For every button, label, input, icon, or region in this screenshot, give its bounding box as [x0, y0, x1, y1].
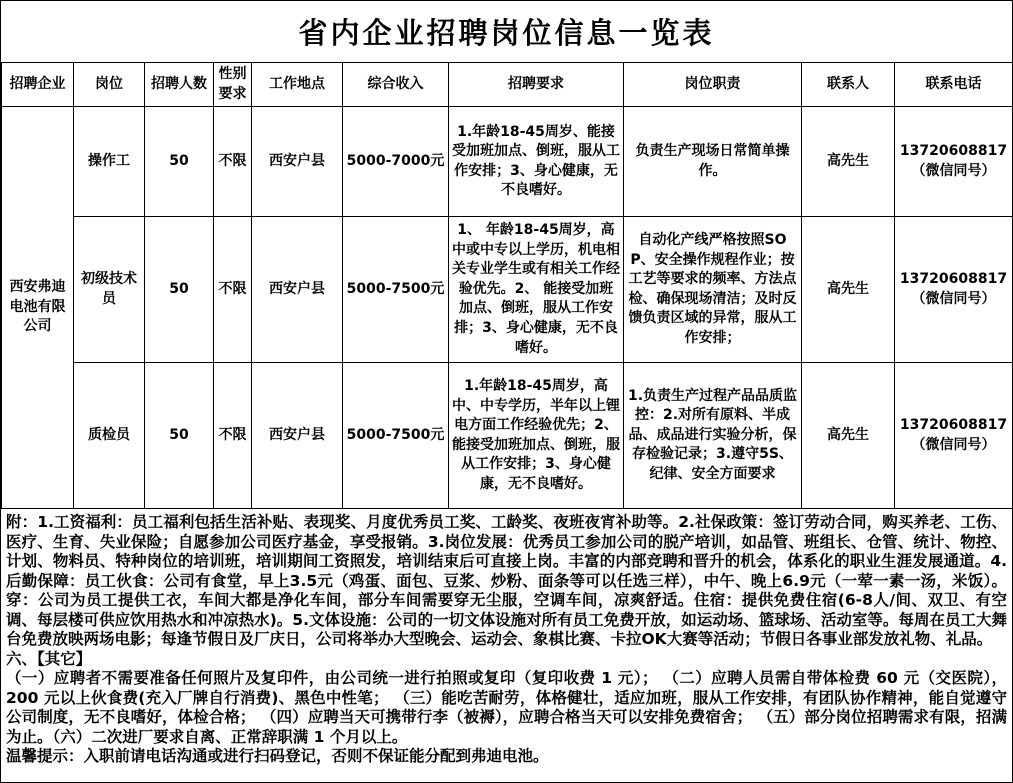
- other-items-note: （一）应聘者不需要准备任何照片及复印件，由公司统一进行拍照或复印（复印收费 1 元）； （二）应聘人员需自带体检费 60 元（交医院），200 元以上伙食费(充入厂牌自行消费)、黑色中性笔； （三）能吃苦耐劳，体格健壮，适应加班，服从工作安排，有团队协作精神，能自觉遵守公司制度，无不良嗜好，体检合格； （四）应聘当天可携带行李（被褥），应聘合格当天可以安排免费宿舍； （五）部分岗位招聘需求有限，招满为止。（六）二次进厂要求自离、正常辞职满 1 个月以上。: [6, 669, 1007, 746]
- table-header-row: [2, 63, 1013, 107]
- recruitment-table: [1, 62, 1013, 509]
- contact-cell: 高先生: [802, 217, 895, 363]
- table-row: [2, 107, 1013, 217]
- headcount-cell: 50: [145, 217, 214, 363]
- column-header-gender: 性别要求: [214, 63, 252, 107]
- column-header-contact: 联系人: [802, 63, 895, 107]
- column-header-headcount: 招聘人数: [145, 63, 214, 107]
- position-cell: 质检员: [74, 363, 145, 509]
- phone-cell: [895, 363, 1013, 509]
- requirements-cell: 1.年龄18-45周岁，高中、中专学历，半年以上锂电方面工作经验优先；2、能接受加班加点、倒班，服从工作安排；3、身心健康，无不良嗜好。: [449, 363, 624, 509]
- column-header-company: 招聘企业: [2, 63, 74, 107]
- reminder-note: 温馨提示：入职前请电话沟通或进行扫码登记，否则不保证能分配到弗迪电池。: [6, 747, 549, 766]
- contact-cell: 高先生: [802, 363, 895, 509]
- location-cell: 西安户县: [252, 107, 343, 217]
- page-title: 省内企业招聘岗位信息一览表: [298, 16, 715, 50]
- phone-cell: [895, 107, 1013, 217]
- location-cell: 西安户县: [252, 217, 343, 363]
- column-header-location: 工作地点: [252, 63, 343, 107]
- column-header-requirements: 招聘要求: [449, 63, 624, 107]
- phone-number: 13720608817: [899, 417, 1008, 434]
- other-section-heading: 六、【其它】: [6, 649, 92, 668]
- duties-cell: 负责生产现场日常简单操作。: [624, 107, 802, 217]
- footnotes-section: [1, 509, 1012, 767]
- column-header-income: 综合收入: [343, 63, 449, 107]
- table-row: [2, 217, 1013, 363]
- contact-cell: 高先生: [802, 107, 895, 217]
- benefits-note: 附：1.工资福利：员工福利包括生活补贴、表现奖、月度优秀员工奖、工龄奖、夜班夜宵补助等。2.社保政策：签订劳动合同，购买养老、工伤、医疗、生育、失业保险；自愿参加公司医疗基金，享受报销。3.岗位发展：优秀员工参加公司的脱产培训，如品管、班组长、仓管、统计、物控、计划、物料员、特种岗位的培训班，培训期间工资照发，培训结束后可直接上岗。丰富的内部竞聘和晋升的机会，体系化的职业生涯发展通道。4.后勤保障：员工伙食：公司有食堂，早上3.5元（鸡蛋、面包、豆浆、炒粉、面条等可以任选三样），中午、晚上6.9元（一荤一素一汤，米饭）。穿：公司为员工提供工衣，车间大都是净化车间，部分车间需要穿无尘服，空调车间，凉爽舒适。住宿：提供免费住宿(6-8人/间、双卫、有空调、每层楼可供应饮用热水和冲凉热水)。5.文体设施：公司的一切文体设施对所有员工免费开放，如运动场、篮球场、活动室等。每周在员工大舞台免费放映两场电影；每逢节假日及厂庆日，公司将举办大型晚会、运动会、象棋比赛、卡拉OK大赛等活动；节假日各事业部发放礼物、礼品。: [6, 513, 1007, 649]
- phone-note: （微信同号）: [911, 162, 996, 179]
- duties-cell: 自动化产线严格按照SOP、安全操作规程作业；按工艺等要求的频率、方法点检、确保现场清洁；及时反馈负责区域的异常，服从工作安排；: [624, 217, 802, 363]
- headcount-cell: 50: [145, 107, 214, 217]
- phone-note: （微信同号）: [911, 436, 996, 453]
- location-cell: 西安户县: [252, 363, 343, 509]
- gender-cell: 不限: [214, 217, 252, 363]
- table-row: [2, 363, 1013, 509]
- phone-number: 13720608817: [899, 271, 1008, 288]
- column-header-phone: 联系电话: [895, 63, 1013, 107]
- requirements-cell: 1、 年龄18-45周岁，高中或中专以上学历，机电相关专业学生或有相关工作经验优先。2、 能接受加班加点、倒班，服从工作安排；3、身心健康，无不良嗜好。: [449, 217, 624, 363]
- column-header-duties: 岗位职责: [624, 63, 802, 107]
- gender-cell: 不限: [214, 107, 252, 217]
- phone-note: （微信同号）: [911, 290, 996, 307]
- phone-number: 13720608817: [899, 143, 1008, 160]
- income-cell: 5000-7500元: [343, 217, 449, 363]
- headcount-cell: 50: [145, 363, 214, 509]
- duties-cell: 1.负责生产过程产品品质监控：2.对所有原料、半成品、成品进行实验分析，保存检验记录；3.遵守5S、纪律、安全方面要求: [624, 363, 802, 509]
- income-cell: 5000-7000元: [343, 107, 449, 217]
- requirements-cell: 1.年龄18-45周岁、能接受加班加点、倒班，服从工作安排；3、身心健康，无不良嗜好。: [449, 107, 624, 217]
- income-cell: 5000-7500元: [343, 363, 449, 509]
- position-cell: 操作工: [74, 107, 145, 217]
- position-cell: 初级技术员: [74, 217, 145, 363]
- phone-cell: [895, 217, 1013, 363]
- company-name-cell: 西安弗迪电池有限公司: [2, 107, 74, 509]
- column-header-position: 岗位: [74, 63, 145, 107]
- gender-cell: 不限: [214, 363, 252, 509]
